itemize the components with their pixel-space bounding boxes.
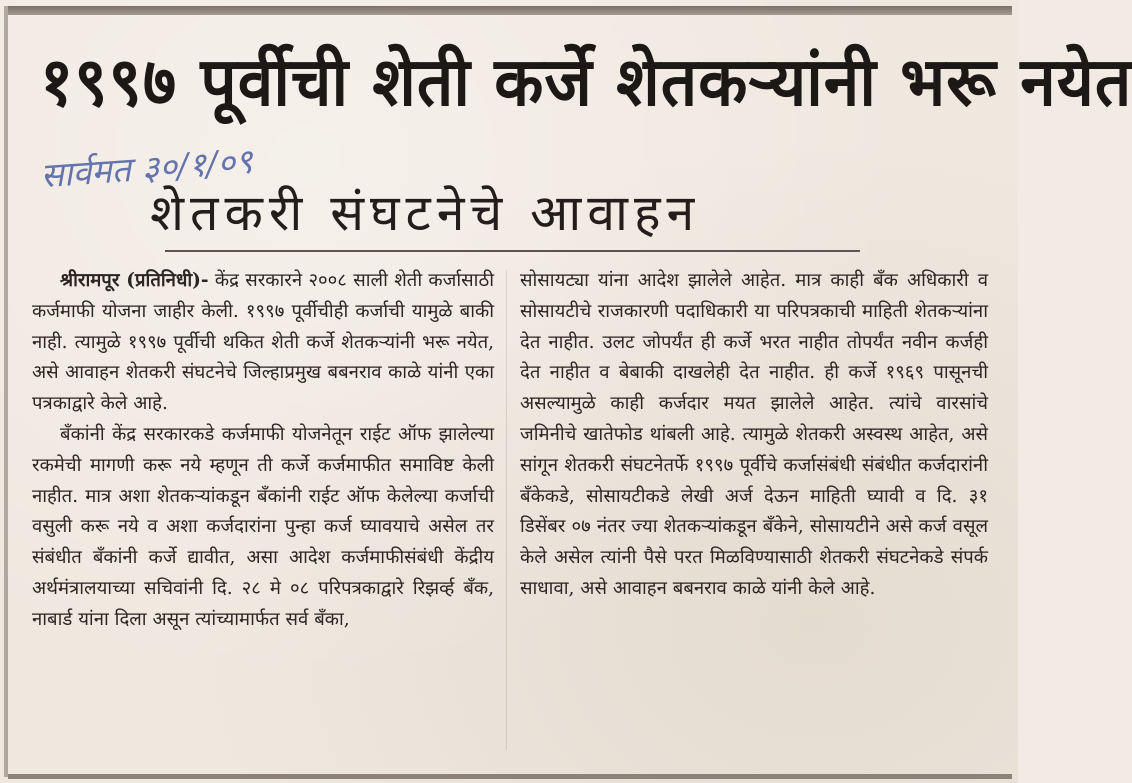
top-border-rule [8, 6, 1012, 15]
subheadline: शेतकरी संघटनेचे आवाहन [150, 184, 701, 242]
left-border-rule [4, 6, 8, 777]
bottom-border-rule [8, 774, 1012, 779]
article-column-right [520, 266, 988, 605]
handwritten-date-note: सार्वमत ३०/१/०९ [39, 141, 255, 197]
article-column-left [32, 266, 494, 636]
article-paragraph: बँकांनी केंद्र सरकारकडे कर्जमाफी योजनेतून राईट ऑफ झालेल्या रकमेची मागणी करू नये म्हणून ती कर्जे कर्जमाफीत समाविष्ट केली नाहीत. मात्र अशा शेतकऱ्यांकडून बँकांनी राईट ऑफ केलेल्या कर्जाची वसुली करू नये व अशा कर्जदारांना पुन्हा कर्ज घ्यावयाचे असेल तर संबंधीत बँकांनी कर्जे द्यावीत, असा आदेश कर्जमाफीसंबंधी केंद्रीय अर्थमंत्रालयाच्या सचिवांनी दि. २८ मे ०८ परिपत्रकाद्वारे रिझर्व्ह बँक, नाबार्ड यांना दिला असून त्यांच्यामार्फत सर्व बँका, [32, 423, 494, 630]
article-paragraph [32, 266, 494, 420]
byline: श्रीरामपूर (प्रतिनिधी)- [60, 270, 209, 291]
headline: १९९७ पूर्वीची शेती कर्जे शेतकऱ्यांनी भरू नयेत [40, 44, 1132, 122]
subheadline-rule [165, 250, 860, 252]
article-paragraph-text: केंद्र सरकारने २००८ साली शेती कर्जासाठी कर्जमाफी योजना जाहीर केली. १९९७ पूर्वीचीही कर्जाची यामुळे बाकी नाही. त्यामुळे १९९७ पूर्वीची थकित शेती कर्जे शेतकऱ्यांनी भरू नयेत, असे आवाहन शेतकरी संघटनेचे जिल्हाप्रमुख बबनराव काळे यांनी एका पत्रकाद्वारे केले आहे. [32, 270, 494, 415]
column-divider [506, 270, 507, 750]
article-paragraph: सोसायट्या यांना आदेश झालेले आहेत. मात्र काही बँक अधिकारी व सोसायटीचे राजकारणी पदाधिकारी या परिपत्रकाची माहिती शेतकऱ्यांना देत नाहीत. उलट जोपर्यंत ही कर्जे भरत नाहीत तोपर्यंत नवीन कर्जही देत नाहीत व बेबाकी दाखलेही देत नाहीत. ही कर्जे १९६९ पासूनची असल्यामुळे काही कर्जदार मयत झालेले आहेत. त्यांचे वारसांचे जमिनीचे खातेफोड थांबली आहे. त्यामुळे शेतकरी अस्वस्थ आहेत, असे सांगून शेतकरी संघटनेतर्फे १९९७ पूर्वीचे कर्जासंबंधी संबंधीत कर्जदारांनी बँकेकडे, सोसायटीकडे लेखी अर्ज देऊन माहिती घ्यावी व दि. ३१ डिसेंबर ०७ नंतर ज्या शेतकऱ्यांकडून बँकेने, सोसायटीने असे कर्ज वसूल केले असेल त्यांनी पैसे परत मिळविण्यासाठी शेतकरी संघटनेकडे संपर्क साधावा, असे आवाहन बबनराव काळे यांनी केले आहे. [520, 270, 988, 599]
